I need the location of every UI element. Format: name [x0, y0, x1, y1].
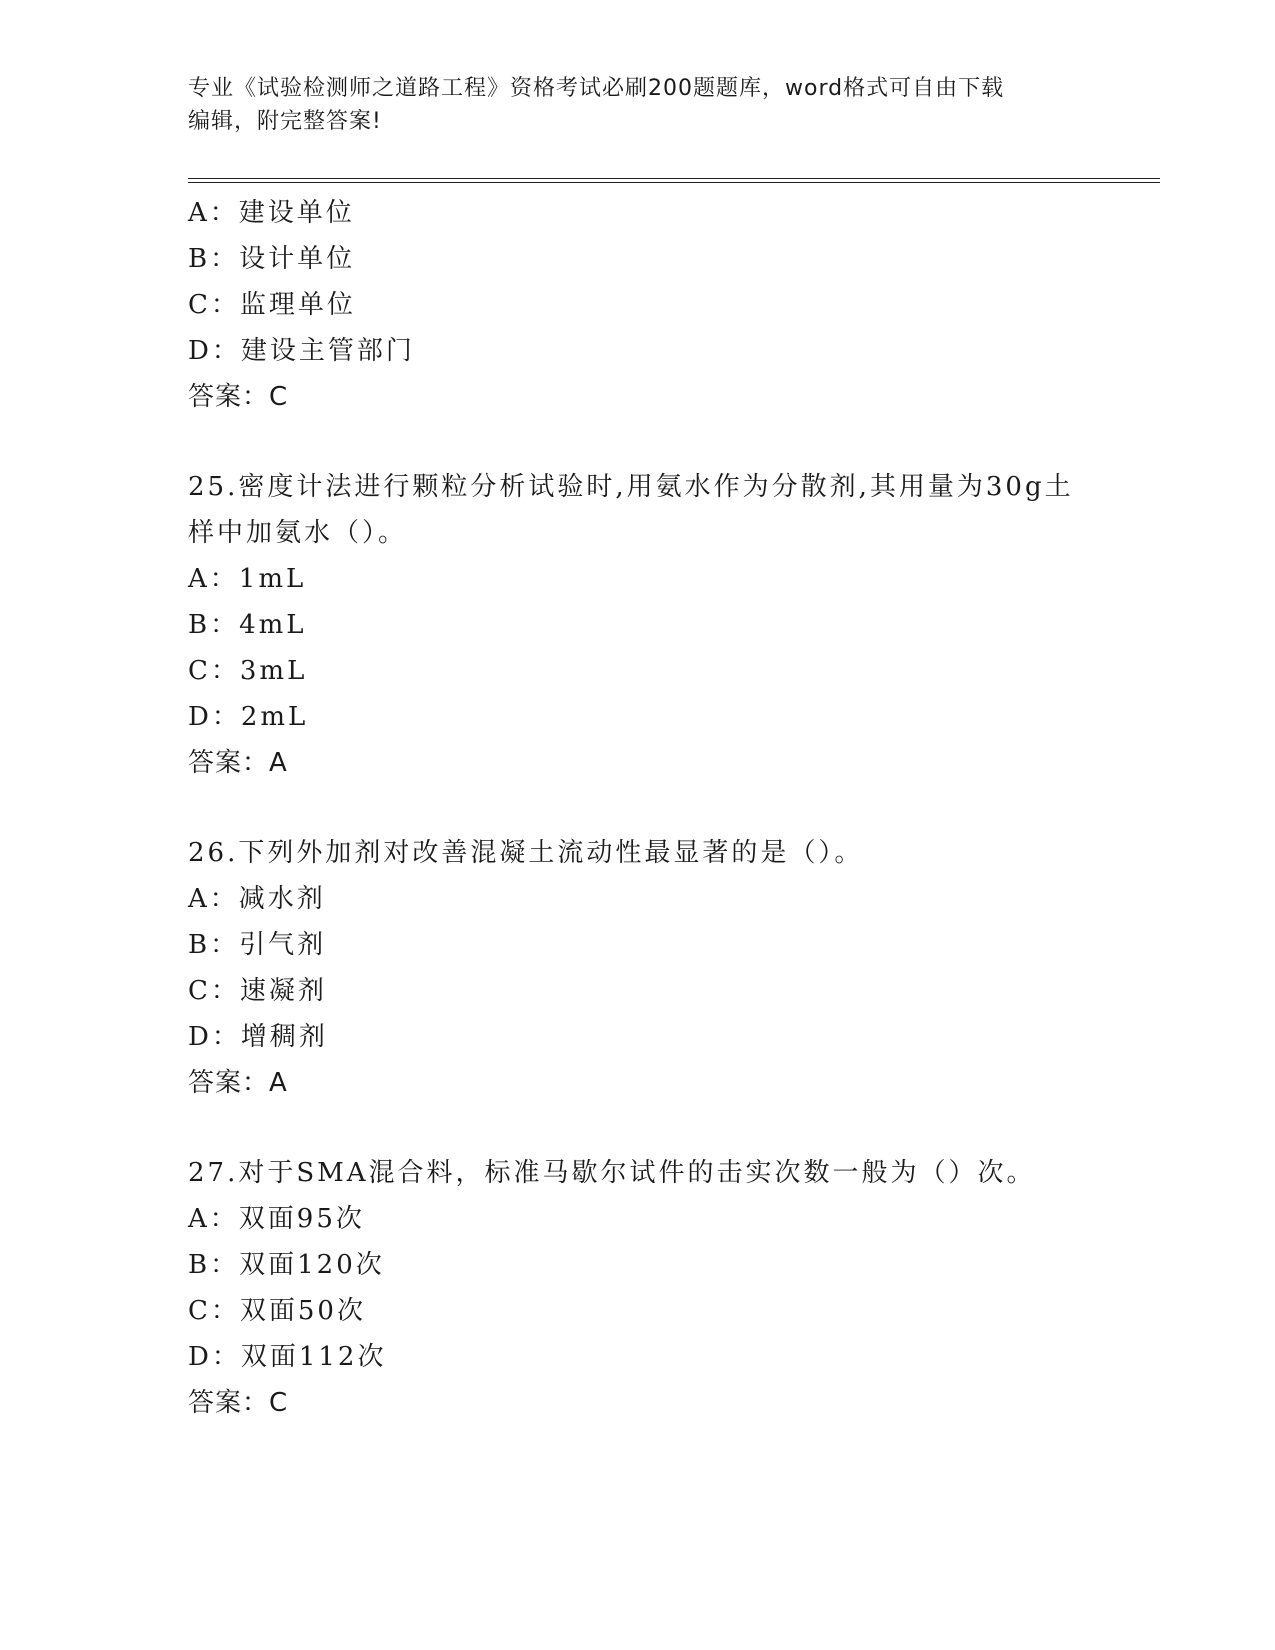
- answer-line: 答案：C: [188, 1388, 289, 1418]
- document-title-line-2: 编辑，附完整答案!: [188, 109, 382, 134]
- option-a: A：建设单位: [188, 198, 355, 228]
- option-c: C：速凝剂: [188, 976, 327, 1006]
- option-d: D：2mL: [188, 702, 309, 732]
- question-text-line-1: 27.对于SMA混合料，标准马歇尔试件的击实次数一般为（）次。: [188, 1158, 1036, 1188]
- question-block-27: [188, 1150, 1160, 1426]
- question-list: [188, 190, 1160, 1426]
- option-d: D：增稠剂: [188, 1022, 328, 1052]
- option-d: D：双面112次: [188, 1342, 387, 1372]
- option-b: B：双面120次: [188, 1250, 385, 1280]
- option-a: A：双面95次: [188, 1204, 365, 1234]
- question-block-26: [188, 830, 1160, 1106]
- question-text-line-1: 26.下列外加剂对改善混凝土流动性最显著的是（）。: [188, 838, 864, 868]
- option-a: A：减水剂: [188, 884, 326, 914]
- option-c: C：3mL: [188, 656, 308, 686]
- question-text-line-1: 25.密度计法进行颗粒分析试验时,用氨水作为分散剂,其用量为30g土: [188, 472, 1074, 502]
- option-a: A：1mL: [188, 564, 307, 594]
- option-c: C：监理单位: [188, 290, 356, 320]
- question-text-line-2: 样中加氨水（）。: [188, 518, 408, 548]
- option-c: C：双面50次: [188, 1296, 366, 1326]
- document-title: [188, 72, 1088, 138]
- option-b: B：引气剂: [188, 930, 327, 960]
- option-b: B：设计单位: [188, 244, 356, 274]
- question-block-25: [188, 464, 1160, 786]
- answer-line: 答案：A: [188, 1068, 288, 1098]
- answer-line: 答案：A: [188, 748, 288, 778]
- option-d: D：建设主管部门: [188, 336, 415, 366]
- header-double-rule: [188, 178, 1160, 183]
- question-block-24: [188, 190, 1160, 420]
- answer-line: 答案：C: [188, 382, 289, 412]
- document-title-line-1: 专业《试验检测师之道路工程》资格考试必刷200题题库，word格式可自由下载: [188, 76, 1005, 101]
- option-b: B：4mL: [188, 610, 307, 640]
